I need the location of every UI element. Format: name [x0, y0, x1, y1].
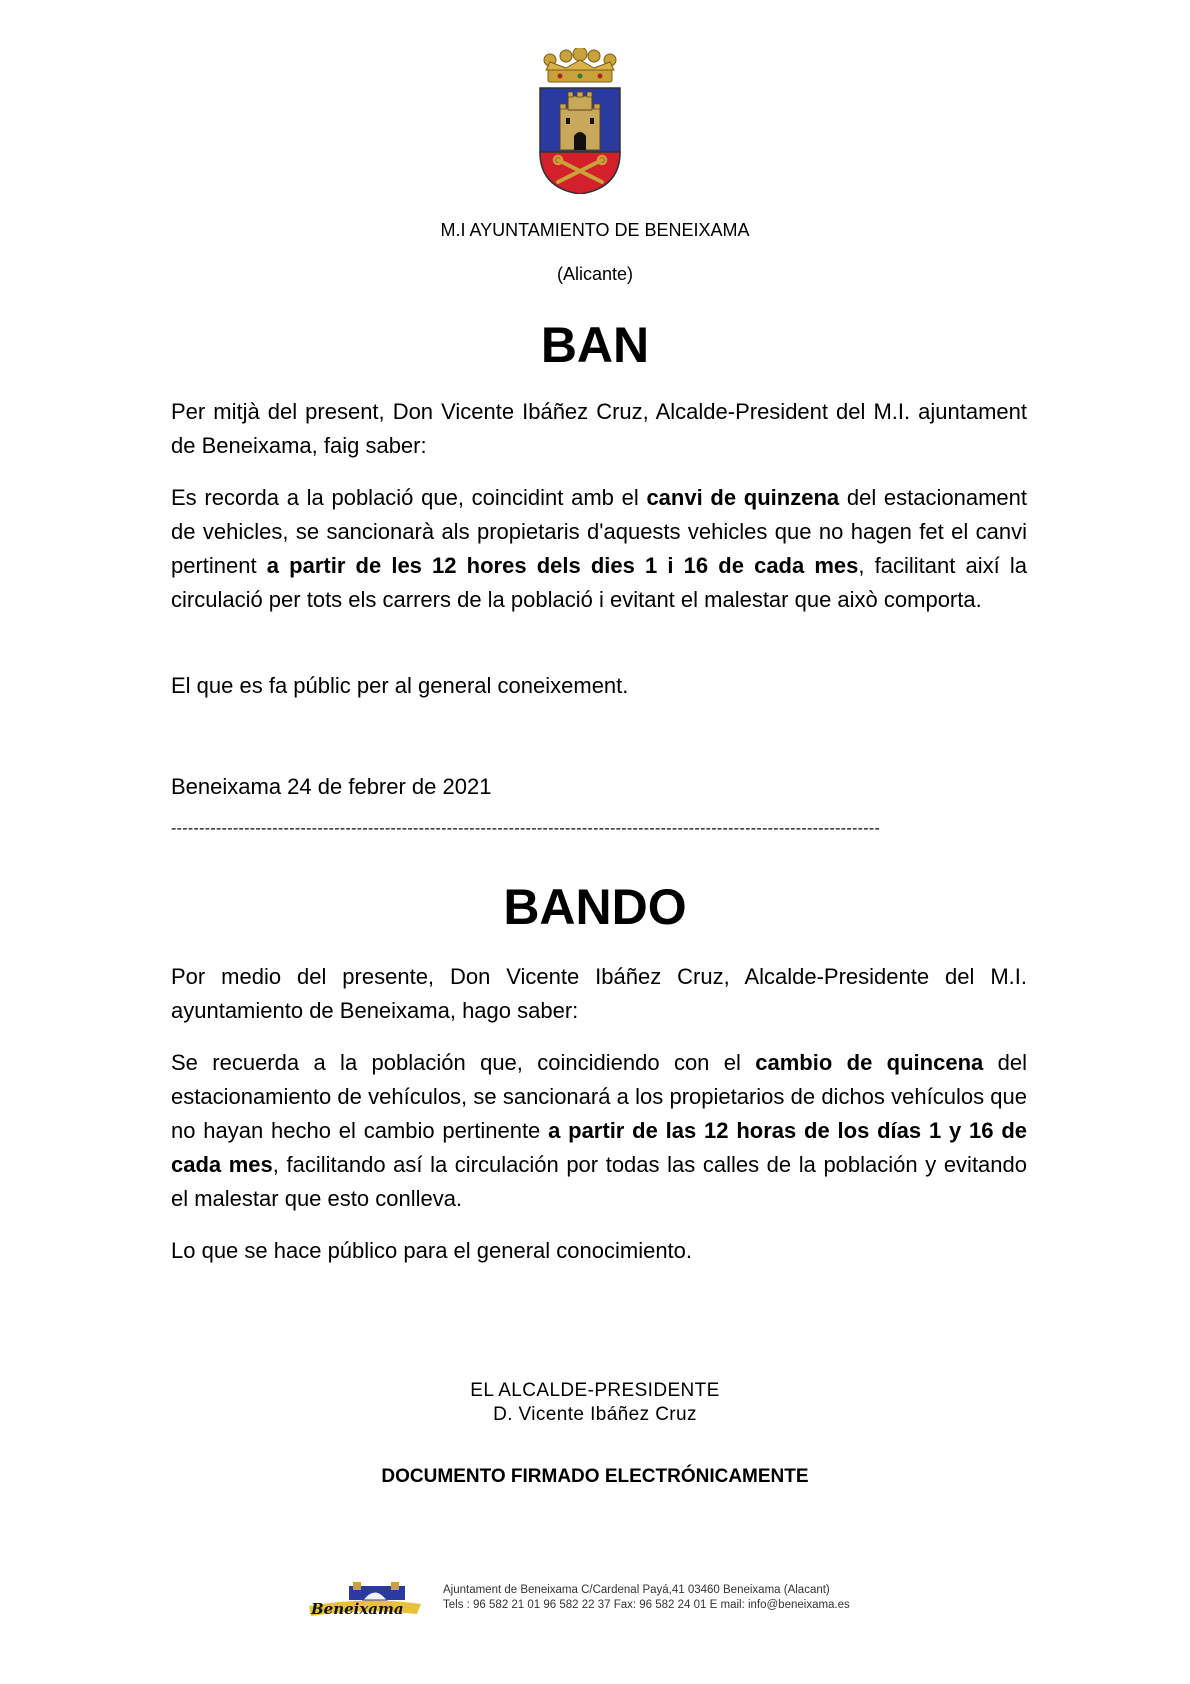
ban-date: Beneixama 24 de febrer de 2021	[171, 774, 492, 799]
bando-body-text: del estacionamiento de vehículos, se sancionará a los propietarios de dichos vehículos que no hayan hecho el cambio pertinente	[171, 1050, 1027, 1143]
bando-body-text: , facilitando así la circulación por todas las calles de la población y evitando el malestar que esto conlleva.	[171, 1152, 1028, 1211]
organization-name: M.I AYUNTAMIENTO DE BENEIXAMA	[440, 220, 750, 240]
bando-body	[171, 1046, 1027, 1216]
footer-contact	[443, 1583, 850, 1613]
ban-body-text: del estacionament de vehicles, se sancionarà als propietaris d'aquests vehicles que no hagen fet el canvi pertinent	[171, 485, 1028, 578]
bando-body-highlight: a partir de las 12 horas de los días 1 y 16 de cada mes	[171, 1118, 1027, 1177]
footer-address: Ajuntament de Beneixama C/Cardenal Payá,41 03460 Beneixama (Alacant)	[443, 1584, 830, 1596]
ban-body-highlight: canvi de quinzena	[646, 485, 840, 510]
ban-title: BAN	[540, 317, 650, 373]
electronic-signature-note: DOCUMENTO FIRMADO ELECTRÓNICAMENTE	[381, 1466, 809, 1487]
bando-title: BANDO	[503, 879, 687, 935]
province-label: (Alicante)	[556, 264, 634, 284]
coat-of-arms-logo	[536, 48, 624, 194]
ban-intro: Per mitjà del present, Don Vicente Ibáñez Cruz, Alcalde-President del M.I. ajuntament de Beneixama, faig saber:	[171, 399, 1027, 458]
beneixama-footer-logo	[305, 1580, 425, 1620]
shield-icon	[540, 88, 620, 194]
crown-icon	[544, 48, 616, 82]
bando-body-text: Se recuerda a la población que, coincidiendo con el	[171, 1050, 756, 1075]
page-footer	[305, 1580, 885, 1620]
ban-body-text: Es recorda a la població que, coincidint amb el	[171, 485, 647, 510]
footer-logo-text: Beneixama	[311, 1600, 404, 1618]
signature-role: EL ALCALDE-PRESIDENTE	[470, 1380, 720, 1401]
section-separator: ------------------------------------------------------------------------------------------------------------------------------	[171, 822, 881, 836]
bando-body-highlight: cambio de quincena	[755, 1050, 984, 1075]
ban-closing: El que es fa públic per al general coneixement.	[171, 673, 629, 698]
ban-body	[171, 481, 1027, 617]
bando-intro: Por medio del presente, Don Vicente Ibáñez Cruz, Alcalde-Presidente del M.I. ayuntamiento de Beneixama, hago saber:	[171, 964, 1027, 1023]
ban-body-highlight: a partir de les 12 hores dels dies 1 i 16 de cada mes	[266, 553, 859, 578]
bando-closing: Lo que se hace público para el general conocimiento.	[171, 1238, 693, 1263]
signature-name: D. Vicente Ibáñez Cruz	[493, 1404, 697, 1425]
ban-body-text: , facilitant així la circulació per tots els carrers de la població i evitant el malestar que això comporta.	[171, 553, 1028, 612]
footer-phones: Tels : 96 582 21 01 96 582 22 37 Fax: 96 582 24 01 E mail: info@beneixama.es	[443, 1599, 850, 1611]
